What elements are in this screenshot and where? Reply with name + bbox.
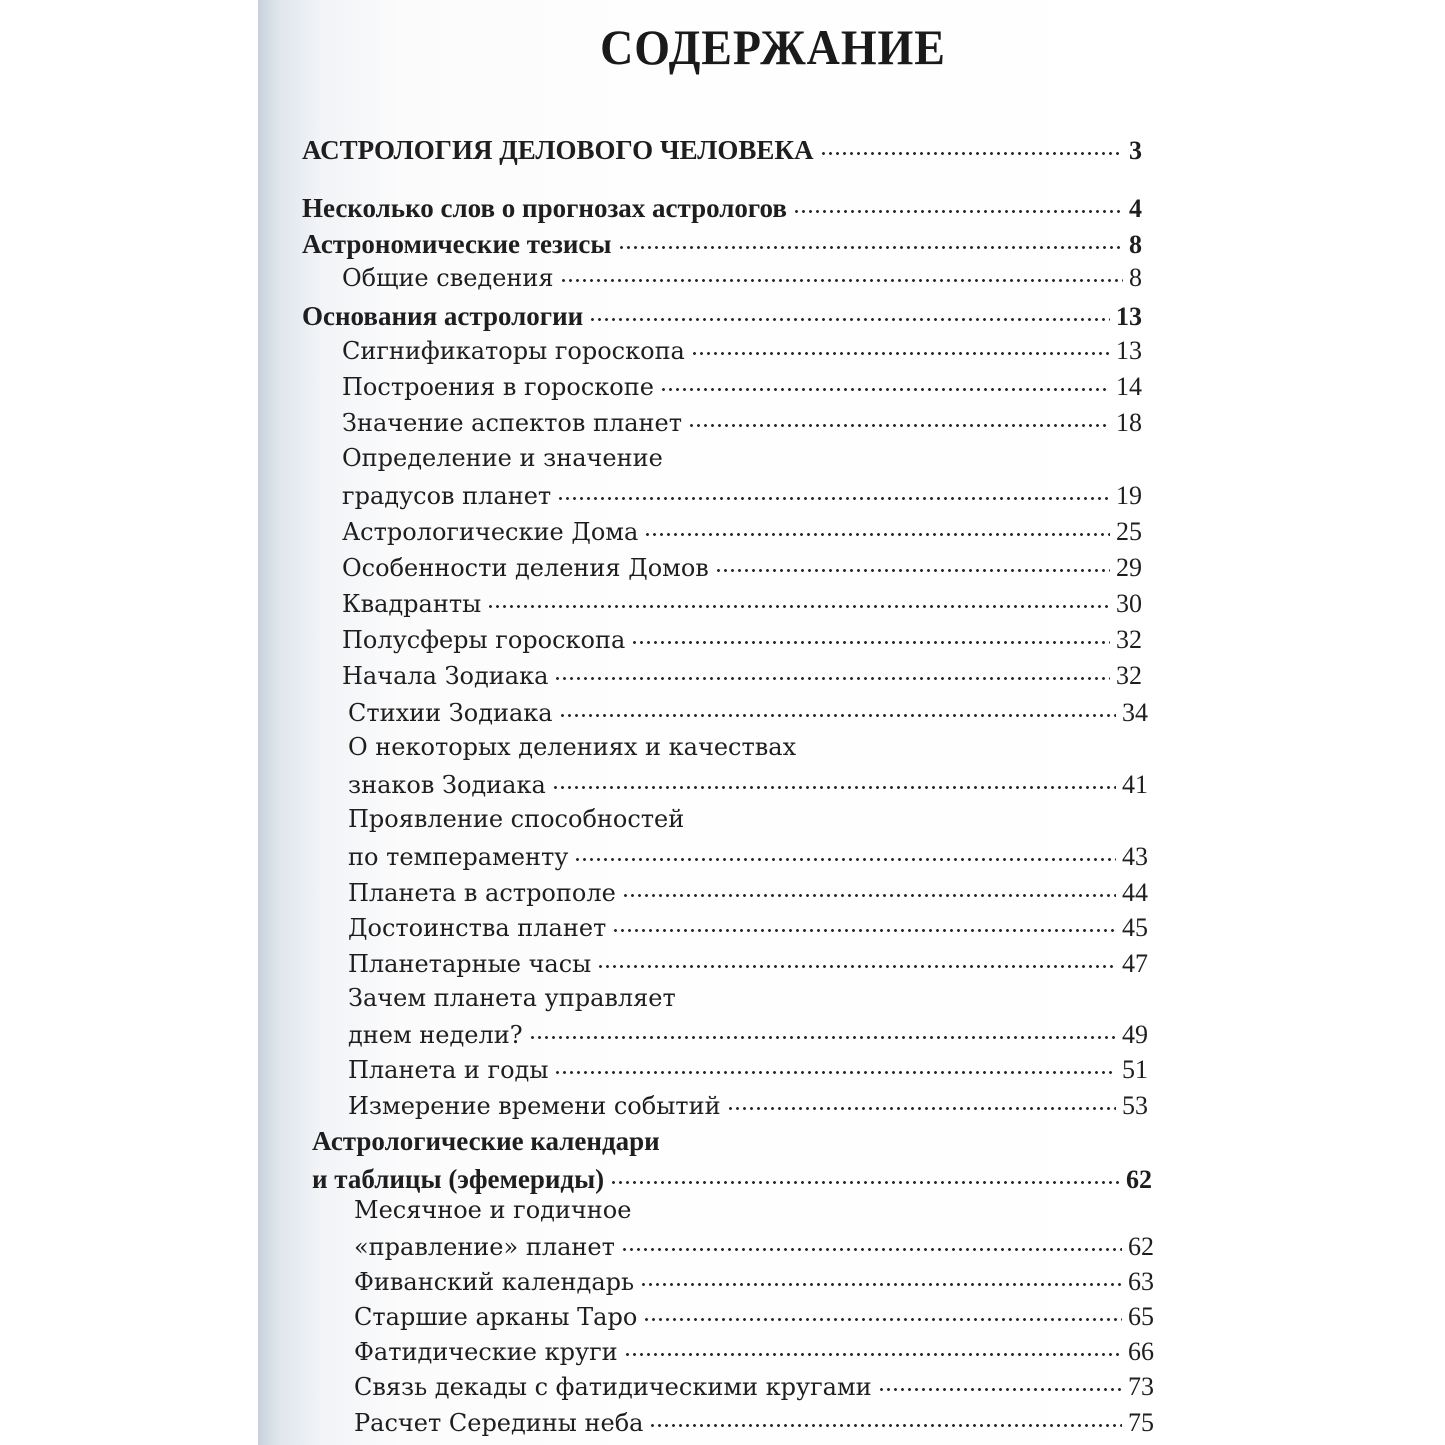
toc-entry-label: Построения в гороскопе xyxy=(342,373,654,401)
toc-entry xyxy=(302,371,1142,407)
toc-entry xyxy=(302,1054,1148,1090)
toc-page-number: 29 xyxy=(1116,553,1142,582)
toc-entry xyxy=(302,262,1142,298)
toc-page-number: 65 xyxy=(1128,1302,1154,1331)
toc-page-number: 45 xyxy=(1122,913,1148,942)
toc-entry xyxy=(302,516,1142,552)
toc-entry xyxy=(302,1019,1148,1055)
toc-page-number: 53 xyxy=(1122,1091,1148,1120)
toc-entry-label: АСТРОЛОГИЯ ДЕЛОВОГО ЧЕЛОВЕКА xyxy=(302,135,814,165)
toc-entry xyxy=(312,1161,1152,1197)
toc-page-number: 13 xyxy=(1116,302,1142,331)
dot-leader xyxy=(612,914,1116,938)
toc-entry-label: Расчет Середины неба xyxy=(354,1409,644,1437)
toc-page-number: 25 xyxy=(1116,517,1142,546)
dot-leader xyxy=(727,1092,1116,1116)
dot-leader xyxy=(554,662,1110,686)
dot-leader xyxy=(622,879,1116,903)
dot-leader xyxy=(529,1021,1116,1045)
toc-entry-label: Сигнификаторы гороскопа xyxy=(342,337,685,365)
toc-page-number: 73 xyxy=(1128,1372,1154,1401)
dot-leader xyxy=(557,482,1110,506)
toc-entry xyxy=(302,841,1148,877)
toc-entry-label: Особенности деления Домов xyxy=(342,554,709,582)
toc-page-number: 30 xyxy=(1116,589,1142,618)
dot-leader xyxy=(560,264,1123,288)
toc-entry-label: «правление» планет xyxy=(354,1233,615,1261)
dot-leader xyxy=(691,337,1110,361)
toc-entry-label: Начала Зодиака xyxy=(342,662,549,690)
dot-leader xyxy=(688,409,1110,433)
toc-entry xyxy=(302,1231,1154,1267)
toc-entry xyxy=(302,1196,1154,1232)
dot-leader xyxy=(554,1056,1116,1080)
toc-entry xyxy=(302,984,1148,1020)
toc-entry-label: Фатидические круги xyxy=(354,1338,618,1366)
toc-entry-label: Определение и значение xyxy=(342,444,663,472)
toc-entry-label: Общие сведения xyxy=(342,264,554,292)
toc-entry xyxy=(302,1090,1148,1126)
toc-entry-label: Планета и годы xyxy=(348,1056,549,1084)
toc-entry xyxy=(302,912,1148,948)
toc-entry-label: Квадранты xyxy=(342,590,482,618)
toc-entry xyxy=(302,660,1142,696)
toc-entry xyxy=(302,132,1142,168)
toc-entry xyxy=(302,190,1142,226)
toc-page-number: 43 xyxy=(1122,842,1148,871)
toc-page-number: 34 xyxy=(1122,698,1148,727)
toc-entry xyxy=(302,1371,1154,1407)
dot-leader xyxy=(589,300,1110,327)
dot-leader xyxy=(820,134,1124,161)
dot-leader xyxy=(621,1233,1122,1257)
toc-entry xyxy=(302,298,1142,334)
dot-leader xyxy=(574,843,1116,867)
dot-leader xyxy=(649,1409,1122,1433)
toc-entry xyxy=(302,1301,1154,1337)
toc-entry xyxy=(302,1407,1154,1443)
toc-page-number: 14 xyxy=(1116,372,1142,401)
toc-entry xyxy=(302,948,1148,984)
toc-entry xyxy=(302,444,1142,480)
toc-page-number: 44 xyxy=(1122,878,1148,907)
toc-entry xyxy=(302,552,1142,588)
toc-page-number: 49 xyxy=(1122,1020,1148,1049)
toc-entry-label: Месячное и годичное xyxy=(354,1196,632,1224)
toc-entry-label: Измерение времени событий xyxy=(348,1092,721,1120)
toc-entry-label: О некоторых делениях и качествах xyxy=(348,733,797,761)
toc-entry-label: Достоинства планет xyxy=(348,914,607,942)
dot-leader xyxy=(559,699,1116,723)
toc-page-number: 47 xyxy=(1122,949,1148,978)
toc-page-number: 13 xyxy=(1116,336,1142,365)
toc-entry xyxy=(302,1336,1154,1372)
toc-entry xyxy=(302,733,1148,769)
dot-leader xyxy=(644,518,1110,542)
toc-entry-label: Стихии Зодиака xyxy=(348,699,553,727)
toc-page-number: 3 xyxy=(1129,136,1142,165)
dot-leader xyxy=(610,1163,1120,1190)
dot-leader xyxy=(552,771,1116,795)
toc-entry-label: Проявление способностей xyxy=(348,805,685,833)
dot-leader xyxy=(631,626,1110,650)
toc-entry xyxy=(302,769,1148,805)
dot-leader xyxy=(640,1268,1122,1292)
dot-leader xyxy=(487,590,1110,614)
toc-entry-label: Значение аспектов планет xyxy=(342,409,682,437)
toc-entry xyxy=(302,697,1148,733)
dot-leader xyxy=(793,192,1123,219)
toc-entry-label: Несколько слов о прогнозах астрологов xyxy=(302,193,787,223)
toc-page-number: 66 xyxy=(1128,1337,1154,1366)
dot-leader xyxy=(618,228,1124,255)
toc-entry xyxy=(302,877,1148,913)
dot-leader xyxy=(715,554,1110,578)
toc-entry-label: днем недели? xyxy=(348,1021,523,1049)
toc-page-number: 32 xyxy=(1116,661,1142,690)
toc-entry xyxy=(302,335,1142,371)
toc-page-number: 32 xyxy=(1116,625,1142,654)
toc-entry-label: Астрологические Дома xyxy=(342,518,639,546)
toc-entry-label: Старшие арканы Таро xyxy=(354,1303,638,1331)
toc-entry xyxy=(302,480,1142,516)
dot-leader xyxy=(624,1338,1122,1362)
dot-leader xyxy=(597,950,1116,974)
toc-entry-label: по темпераменту xyxy=(348,843,569,871)
toc-entry xyxy=(302,805,1148,841)
toc-entry-label: Основания астрологии xyxy=(302,301,584,331)
toc-page-number: 18 xyxy=(1116,408,1142,437)
toc-entry-label: Фиванский календарь xyxy=(354,1268,635,1296)
dot-leader xyxy=(660,373,1110,397)
toc-entry xyxy=(302,1266,1154,1302)
toc-entry xyxy=(302,407,1142,443)
toc-entry-label: и таблицы (эфемериды) xyxy=(312,1164,605,1194)
toc-entry-label: Планетарные часы xyxy=(348,950,592,978)
toc-entry xyxy=(312,1126,1152,1162)
toc-entry-label: Астрологические календари xyxy=(312,1126,660,1156)
toc-page-number: 4 xyxy=(1129,194,1142,223)
page-title: СОДЕРЖАНИЕ xyxy=(600,19,946,75)
book-page xyxy=(258,0,1288,1445)
toc-entry-label: Астрономические тезисы xyxy=(302,229,612,259)
toc-page-number: 8 xyxy=(1129,263,1142,292)
dot-leader xyxy=(643,1303,1122,1327)
toc-page-number: 19 xyxy=(1116,481,1142,510)
toc-page-number: 8 xyxy=(1129,230,1142,259)
toc-page-number: 51 xyxy=(1122,1055,1148,1084)
toc-entry xyxy=(302,624,1142,660)
toc-entry-label: Планета в астрополе xyxy=(348,879,616,907)
toc-entry xyxy=(302,588,1142,624)
toc-entry-label: Зачем планета управляет xyxy=(348,984,676,1012)
dot-leader xyxy=(878,1373,1122,1397)
toc-page-number: 75 xyxy=(1128,1408,1154,1437)
toc-page-number: 62 xyxy=(1128,1232,1154,1261)
toc-entry-label: знаков Зодиака xyxy=(348,771,546,799)
toc-page-number: 41 xyxy=(1122,770,1148,799)
toc-entry xyxy=(302,226,1142,262)
toc-page-number: 63 xyxy=(1128,1267,1154,1296)
toc-entry-label: Полусферы гороскопа xyxy=(342,626,626,654)
toc-entry-label: градусов планет xyxy=(342,482,552,510)
toc-entry-label: Связь декады с фатидическими кругами xyxy=(354,1373,872,1401)
toc-page-number: 62 xyxy=(1126,1165,1152,1194)
